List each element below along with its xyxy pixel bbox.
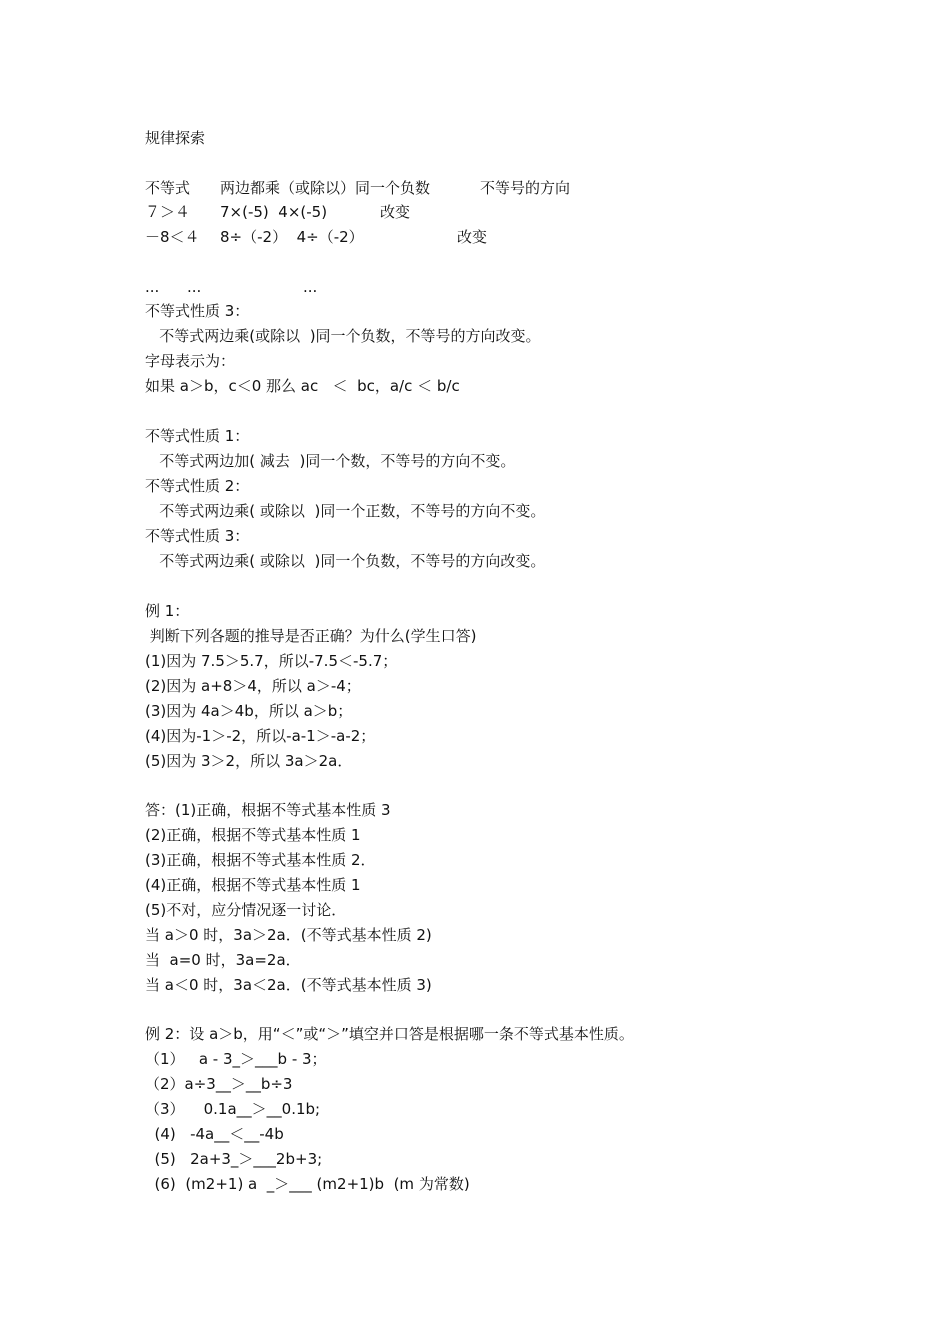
property-title: 不等式性质 3： — [145, 527, 250, 545]
example-item: (2)因为 a+8＞4，所以 a＞-4； — [145, 677, 361, 695]
letter-form-title: 字母表示为： — [145, 352, 236, 370]
example-item: （2）a÷3__＞__b÷3 — [145, 1075, 293, 1093]
table-cell-ellipsis: ... — [145, 278, 160, 296]
answer-line: 当 a＞0 时，3a＞2a．(不等式基本性质 2) — [145, 926, 432, 944]
table-header-operation: 两边都乘（或除以）同一个负数 — [220, 179, 431, 197]
answer-line: (3)正确，根据不等式基本性质 2． — [145, 851, 376, 869]
answer-line: (2)正确，根据不等式基本性质 1 — [145, 826, 361, 844]
property-text: 不等式两边乘( 或除以 )同一个负数，不等号的方向改变。 — [145, 552, 546, 570]
example-item: （3） 0.1a__＞__0.1b; — [145, 1100, 321, 1118]
example-title: 例 1： — [145, 602, 190, 620]
table-header-direction: 不等号的方向 — [480, 179, 571, 197]
table-cell-direction: 改变 — [380, 203, 411, 221]
table-cell-inequality: ７＞４ — [145, 203, 191, 221]
answer-line: (5)不对，应分情况逐一讨论． — [145, 901, 347, 919]
property-title: 不等式性质 2： — [145, 477, 250, 495]
example-item: （1） a - 3_＞___b - 3； — [145, 1050, 327, 1068]
property-text: 不等式两边乘(或除以 )同一个负数，不等号的方向改变。 — [145, 327, 541, 345]
letter-form-text: 如果 a＞b，c＜0 那么 ac ＜ bc，a/c ＜ b/c — [145, 377, 460, 395]
example-item: (3)因为 4a＞4b，所以 a＞b； — [145, 702, 353, 720]
property-text: 不等式两边乘( 或除以 )同一个正数，不等号的方向不变。 — [145, 502, 546, 520]
property-title: 不等式性质 1： — [145, 427, 250, 445]
table-cell-ellipsis: ... — [187, 278, 202, 296]
table-cell-ellipsis: ... — [303, 278, 318, 296]
example-item: (5)因为 3＞2，所以 3a＞2a． — [145, 752, 353, 770]
section-title: 规律探索 — [145, 129, 206, 147]
example-item: (1)因为 7.5＞5.7，所以-7.5＜-5.7； — [145, 652, 398, 670]
table-cell-inequality: －8＜４ — [145, 228, 200, 246]
example-title: 例 2：设 a＞b，用“＜”或“＞”填空并口答是根据哪一条不等式基本性质。 — [145, 1025, 634, 1043]
table-cell-direction: 改变 — [457, 228, 488, 246]
example-item: (5) 2a+3_＞___2b+3; — [145, 1150, 323, 1168]
answer-line: (4)正确，根据不等式基本性质 1 — [145, 876, 361, 894]
property-title: 不等式性质 3： — [145, 302, 250, 320]
table-header-inequality: 不等式 — [145, 179, 191, 197]
table-cell-operation: 8÷（-2） 4÷（-2） — [220, 228, 364, 246]
answer-line: 当 a＜0 时，3a＜2a．(不等式基本性质 3) — [145, 976, 432, 994]
example-question: 判断下列各题的推导是否正确？为什么(学生口答) — [145, 627, 477, 645]
example-item: (4)因为-1＞-2，所以-a-1＞-a-2； — [145, 727, 376, 745]
property-text: 不等式两边加( 减去 )同一个数，不等号的方向不变。 — [145, 452, 516, 470]
example-item: (4) -4a__＜__-4b — [145, 1125, 284, 1143]
example-item: (6) (m2+1) a _＞___ (m2+1)b (m 为常数) — [145, 1175, 470, 1193]
answer-line: 答：(1)正确，根据不等式基本性质 3 — [145, 801, 391, 819]
answer-line: 当 a=0 时，3a=2a． — [145, 951, 301, 969]
table-cell-operation: 7×(-5) 4×(-5) — [220, 203, 328, 221]
